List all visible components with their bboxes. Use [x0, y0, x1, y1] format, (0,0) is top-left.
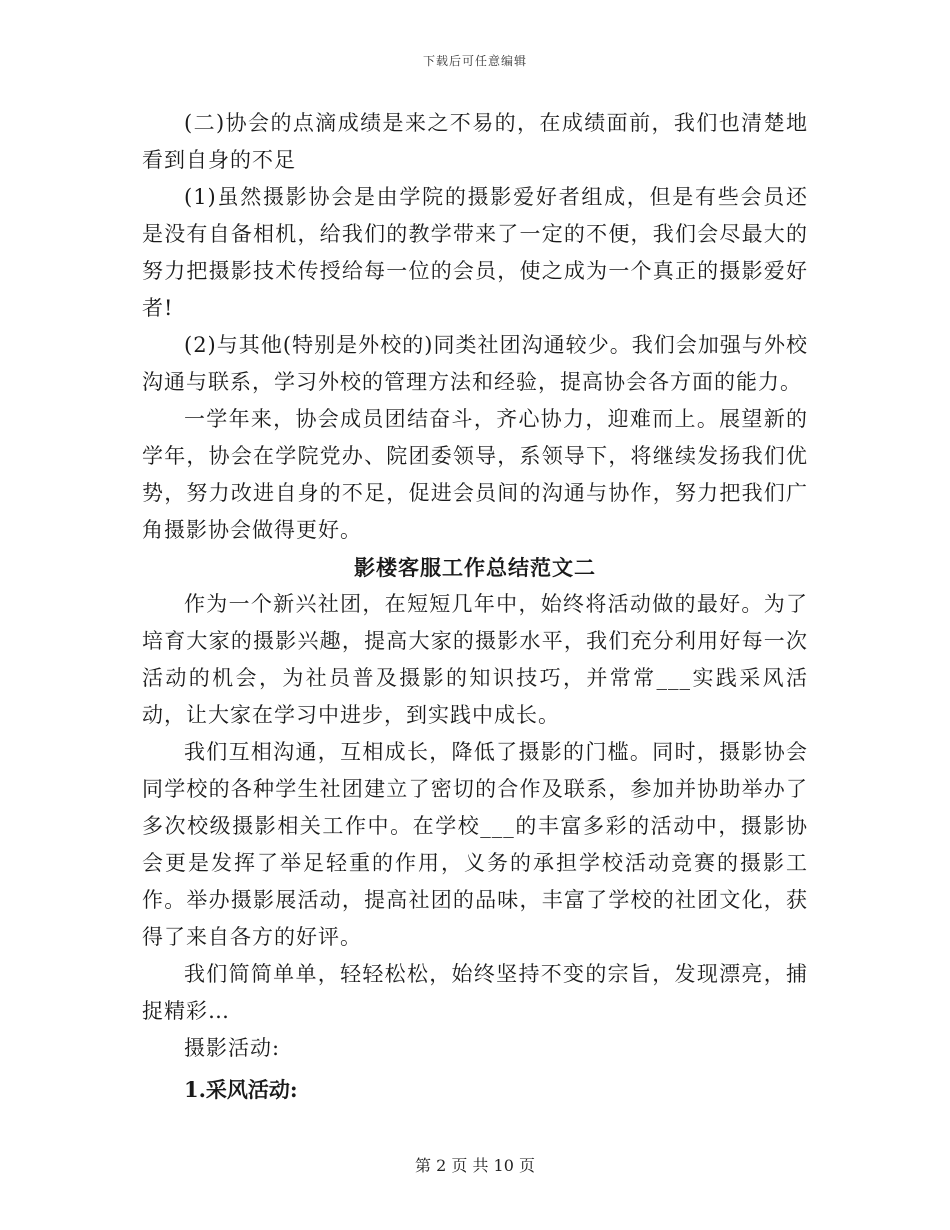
page-header: 下载后可任意编辑: [422, 54, 527, 68]
paragraph-outlook: 一学年来，协会成员团结奋斗，齐心协力，迎难而上。展望新的学年，协会在学院党办、院团委领导，系领导下，将继续发扬我们优势，努力改进自身的不足，促进会员间的沟通与协作，努力把我们广角摄影协会做得更好。: [142, 407, 808, 542]
paragraph-new-club: 作为一个新兴社团，在短短几年中，始终将活动做的最好。为了培育大家的摄影兴趣，提高大家的摄影水平，我们充分利用好每一次活动的机会，为社员普及摄影的知识技巧，并常常___实践采风活动，让大家在学习中进步，到实践中成长。: [142, 592, 808, 727]
paragraph-shortcomings-intro: (二)协会的点滴成绩是来之不易的，在成绩面前，我们也清楚地看到自身的不足: [142, 111, 808, 172]
subheading-field-trip: 1.采风活动:: [184, 1077, 298, 1102]
paragraph-shortcoming-2: (2)与其他(特别是外校的)同类社团沟通较少。我们会加强与外校沟通与联系，学习外校的管理方法和经验，提高协会各方面的能力。: [142, 333, 808, 394]
paragraph-communication: 我们互相沟通，互相成长，降低了摄影的门槛。同时，摄影协会同学校的各种学生社团建立了密切的合作及联系，参加并协助举办了多次校级摄影相关工作中。在学校___的丰富多彩的活动中，摄影协会更是发挥了举足轻重的作用，义务的承担学校活动竞赛的摄影工作。举办摄影展活动，提高社团的品味，丰富了学校的社团文化，获得了来自各方的好评。: [142, 740, 808, 949]
document-body: [142, 105, 808, 1108]
section-title: 影楼客服工作总结范文二: [354, 555, 596, 580]
paragraph-activities-label: 摄影活动:: [184, 1036, 281, 1060]
paragraph-shortcoming-1: (1)虽然摄影协会是由学院的摄影爱好者组成，但是有些会员还是没有自备相机，给我们的教学带来了一定的不便，我们会尽最大的努力把摄影技术传授给每一位的会员，使之成为一个真正的摄影爱好者!: [142, 185, 808, 320]
page-number: 第 2 页 共 10 页: [415, 1156, 535, 1175]
paragraph-purpose: 我们简简单单，轻轻松松，始终坚持不变的宗旨，发现漂亮，捕捉精彩…: [142, 962, 808, 1023]
